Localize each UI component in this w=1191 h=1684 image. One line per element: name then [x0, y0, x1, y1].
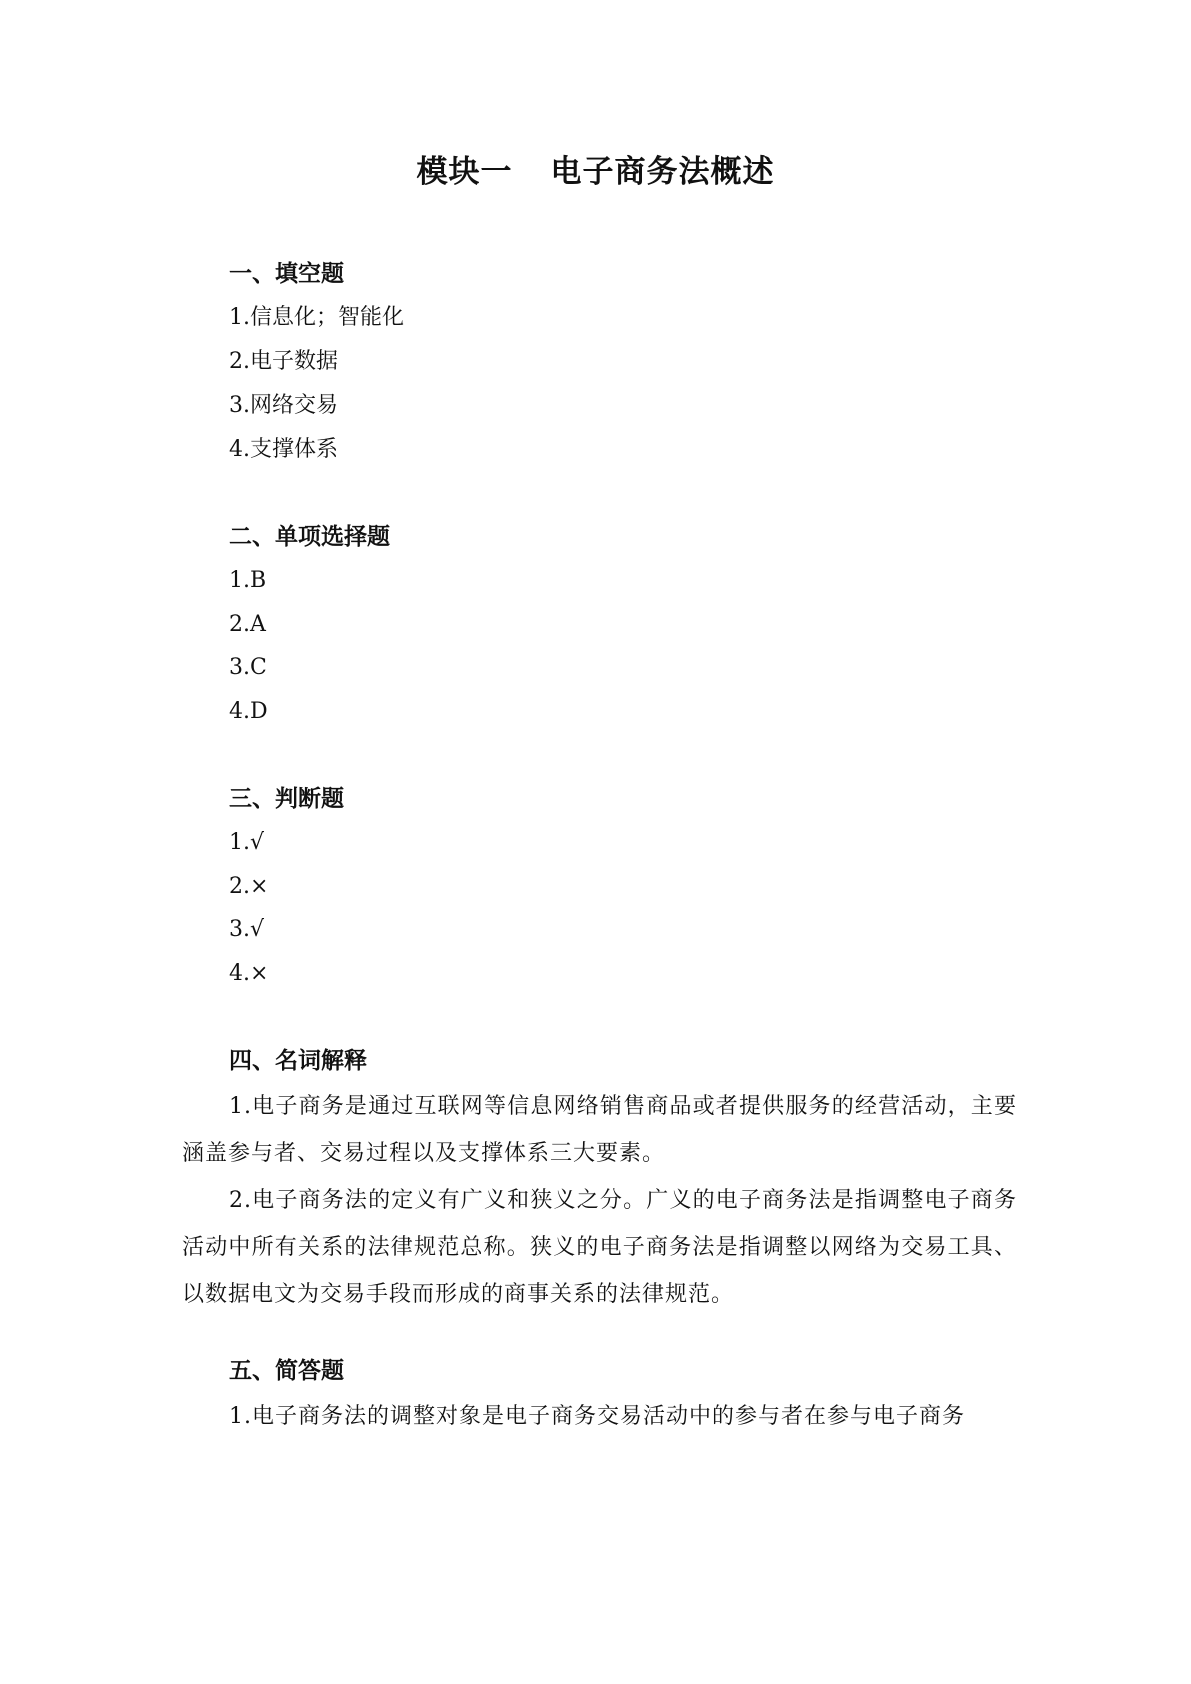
answer-item: 3.√: [229, 917, 265, 942]
answer-item: 2.A: [229, 612, 266, 637]
section-heading-definitions: 四、名词解释: [229, 1048, 367, 1074]
answer-item: 4.D: [229, 699, 268, 724]
answer-item: 2.电子数据: [229, 349, 338, 374]
answer-item: 2.×: [229, 874, 269, 899]
section-heading-true-false: 三、判断题: [229, 786, 344, 812]
definition-paragraph: 1.电子商务是通过互联网等信息网络销售商品或者提供服务的经营活动，主要涵盖参与者、交易过程以及支撑体系三大要素。: [182, 1094, 1017, 1166]
short-answer-paragraph: 1.电子商务法的调整对象是电子商务交易活动中的参与者在参与电子商务: [229, 1404, 965, 1429]
page-title: [0, 152, 1191, 192]
answer-item: 3.C: [229, 655, 267, 680]
answer-item: 4.×: [229, 961, 269, 986]
title-module: 模块一: [416, 154, 513, 190]
section-heading-fill-blank: 一、填空题: [229, 261, 344, 287]
title-topic: 电子商务法概述: [550, 154, 775, 190]
answer-item: 1.B: [229, 568, 267, 593]
definition-paragraph: 2.电子商务法的定义有广义和狭义之分。广义的电子商务法是指调整电子商务活动中所有关系的法律规范总称。狭义的电子商务法是指调整以网络为交易工具、以数据电文为交易手段而形成的商事关系的法律规范。: [182, 1188, 1017, 1307]
answer-item: 3.网络交易: [229, 393, 338, 418]
answer-item: 1.√: [229, 830, 265, 855]
answer-item: 4.支撑体系: [229, 437, 338, 462]
answer-item: 1.信息化；智能化: [229, 305, 404, 330]
section-heading-single-choice: 二、单项选择题: [229, 524, 390, 550]
section-heading-short-answer: 五、简答题: [229, 1358, 344, 1384]
